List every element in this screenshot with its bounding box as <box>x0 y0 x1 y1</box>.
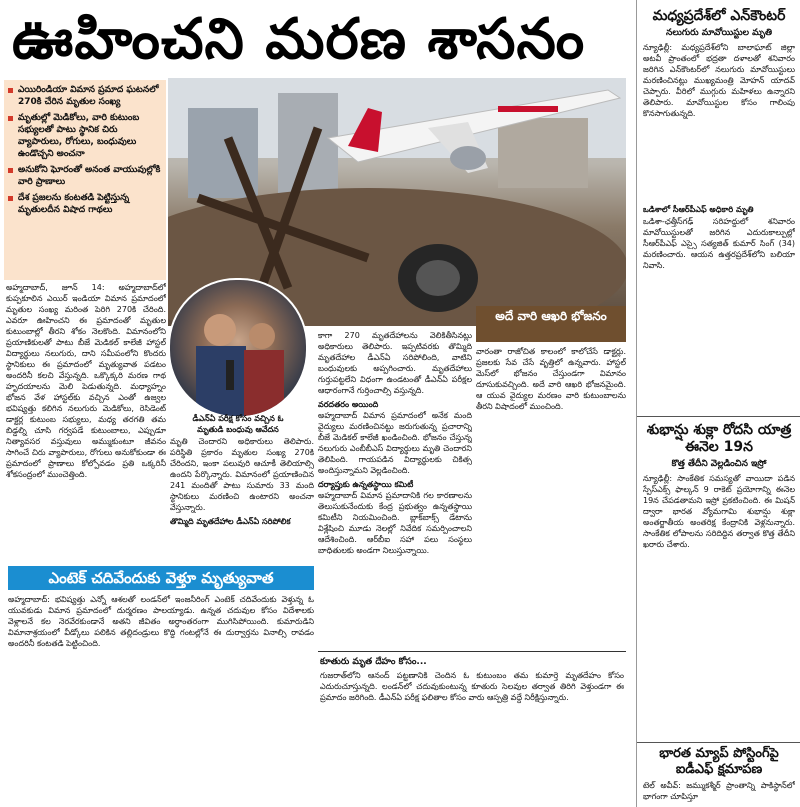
last-meal-box-title: అదే వారి ఆఖరి భోజనం <box>476 306 626 342</box>
idf-headline: భారత మ్యాప్‌ పోస్టింగ్‌పై ఐడీఎఫ్‌ క్షమాపణ <box>659 746 779 777</box>
right-divider-1 <box>637 416 800 417</box>
inset-photo-caption: డీఎన్‌ఏ పరీక్ష కోసం వచ్చిన ఓ మృతుడి బంధువు ఆవేదన <box>192 414 284 434</box>
mtech-story-text: అహ్మదాబాద్‌: భవిష్యత్తు ఎన్నో ఆశలతో లండన్‌లో ఇంజనీరింగ్‌ ఎంటెక్‌ చదివేందుకు వెళ్తున్న ఓ యువకుడు విమాన ప్రమాదంలో దుర్మరణం పాలయ్యాడు. ఉన్నత చదువుల కోసం విదేశాలకు వెళ్లాలనే కల నెరవేరకుండానే అతని జీవితం అర్ధాంతరంగా ముగిసిపోయింది. కుమారుడిని విమానాశ్రయంలో వీడ్కోలు పలికిన తల్లిదండ్రులు కొద్ది గంటల్లోనే ఈ దుర్వార్తను వినాల్సి రావడం అందరినీ కంటతడి పెట్టించింది. <box>8 595 314 648</box>
column-3-text-c: అహ్మదాబాద్‌ విమాన ప్రమాదానికి గల కారణాలను తెలుసుకునేందుకు కేంద్ర ప్రభుత్వం ఉన్నతస్థాయి కమిటీని నియమించింది. బ్లాక్‌బాక్స్‌ డేటాను విశ్లేషించి మూడు నెలల్లో నివేదిక సమర్పించాలని ఆదేశించింది. ఆర్‌బీఐ సహా పలు సంస్థలు బాధితులకు అండగా నిలుస్తున్నాయి. <box>318 491 472 555</box>
column-3-text-b: అహ్మదాబాద్‌ విమాన ప్రమాదంలో అనేక మంది వైద్యులు మరణించినట్టు జరుగుతున్న ప్రచారాన్ని బీజే మెడికల్‌ కాలేజీ ఖండించింది. భోజనం చేస్తున్న నలుగురు ఎంబీబీఎస్‌ విద్యార్థులు మృతి చెందారని తెలిపింది. గాయపడిన విద్యార్థులకు చికిత్స అందిస్తున్నామని వెల్లడించింది. <box>318 411 472 475</box>
dna-subheading: తొమ్మిది మృతదేహాల డీఎన్‌ఏ సరిపోలిక <box>170 517 291 526</box>
relative-photo-illustration <box>170 280 306 416</box>
section-divider <box>318 651 626 652</box>
highlight-item: అనుకోని ఘోరంతో అనంత వాయువుల్లోకి వారి ప్రాణాలు <box>8 164 162 188</box>
odisha-text: ఒడిశా-ఛత్తీస్‌గఢ్‌ సరిహద్దులో శనివారం మావోయిస్టులతో జరిగిన ఎదురుకాల్పుల్లో సీఆర్‌పీఎఫ్‌ ఎస్సై సత్యజిత్‌ కుమార్‌ సింగ్‌ (34) మరణించారు. ఆయన ఉత్తరప్రదేశ్‌లోని బలియా నివాసి. <box>643 217 795 270</box>
right-news-column <box>636 0 800 807</box>
highlight-item: ఎయిరిండియా విమాన ప్రమాద ఘటనలో 270కి చేరిన మృతుల సంఖ్య <box>8 84 162 108</box>
page-headline: ఊహించని మరణ శాసనం <box>12 7 586 72</box>
daughter-story-headline: కూతురు మృత దేహం కోసం... <box>320 657 427 667</box>
idf-story <box>643 746 795 802</box>
shukla-text: న్యూఢిల్లీ: సాంకేతిక సమస్యతో వాయిదా పడిన స్పేస్‌ఎక్స్‌ ఫాల్కన్‌ 9 రాకెట్‌ ప్రయోగాన్ని ఈనెల 19న చేపడతామని ఇస్రో ప్రకటించింది. ఈ మిషన్‌ ద్వారా భారత వ్యోమగామి శుభాన్షు శుక్లా అంతర్జాతీయ అంతరిక్ష కేంద్రానికి వెళ్లనున్నారు. సాంకేతిక లోపాలను సరిదిద్దిన తర్వాత కొత్త తేదీని ఖరారు చేశారు. <box>643 474 795 549</box>
shukla-story <box>643 422 795 721</box>
right-divider-2 <box>637 742 800 743</box>
main-article-column-1: అహ్మదాబాద్‌, జూన్‌ 14: అహ్మదాబాద్‌లో కుప్పకూలిన ఎయిర్‌ ఇండియా విమాన ప్రమాదంలో మృతుల సంఖ్య మరింత పెరిగి 270కి చేరింది. ఎవరూ ఊహించని ఈ ప్రమాదంతో మృతుల కుటుంబాల్లో తీరని శోకం నెలకొంది. విమానంలోని ప్రయాణికులతో పాటు బీజే మెడికల్‌ కాలేజీ హాస్టల్‌ విద్యార్థులు నలుగురు, దాని సమీపంలోని కొందరు స్థానికులు ఈ ప్రమాదంలో మృత్యువాత పడటం అందరినీ కలచి వేస్తున్నది. ఒక్కొక్కరి మరణ గాథ హృదయాలను మెలి పెడుతున్నది. మధ్యాహ్నం భోజన వేళ హాస్టల్‌కు వచ్చిన ఎంతో ఉజ్వల భవిష్యత్తు కలిగిన నలుగురు మెడికోలు, రెసిడెంట్‌ డాక్టర్ల కుటుంబ సభ్యులు, మధ్య తరగతి తమ బిడ్డల్ని చూసి గర్వపడే కుటుంబాలు, ఎప్పుడూ నిత్యావసర వస్తువులు అమ్ముకుంటూ జీవనం సాగించే చిరు వ్యాపారులు, రోగులు అనుకోకుండా ఈ ప్రమాదంలో ప్రాణాలు కోల్పోవడం ప్రతి ఒక్కరినీ శోకసంద్రంలో ముంచెత్తింది. <box>6 283 166 479</box>
hostel-subheading: వరదతరం అయింది <box>318 400 379 409</box>
mp-encounter-story <box>643 8 795 316</box>
daughter-story-text: గుజరాత్‌లోని ఆనంద్‌ పట్టణానికి చెందిన ఓ కుటుంబం తమ కుమార్తె మృతదేహం కోసం ఎదురుచూస్తున్నది. లండన్‌లో చదువుకుంటున్న కూతురు సెలవుల తర్వాత తిరిగి వెళ్తుండగా ఈ ప్రమాదం జరిగింది. డీఎన్‌ఏ పరీక్ష ఫలితాల కోసం వారు ఆస్పత్రి వద్దే నిరీక్షిస్తున్నారు. <box>320 671 624 702</box>
shukla-headline: శుభాన్షు శుక్లా రోదసి యాత్ర ఈనెల 19న <box>646 422 792 455</box>
idf-text: టెల్‌ అవీవ్‌: జమ్ముకశ్మీర్‌ ప్రాంతాన్ని పాకిస్థాన్‌లో భాగంగా చూపిస్తూ <box>643 781 795 801</box>
highlights-box <box>4 80 166 280</box>
odisha-subheading: ఒడిశాలో సీఆర్‌పీఎఫ్‌ అధికారి మృతి <box>643 205 754 214</box>
mtech-story-headline: ఎంటెక్‌ చదివేందుకు వెళ్తూ మృత్యువాత <box>8 566 314 590</box>
mp-encounter-text: న్యూఢిల్లీ: మధ్యప్రదేశ్‌లోని బాలాఘాట్‌ జిల్లా అటవీ ప్రాంతంలో భద్రతా దళాలతో శనివారం జరిగిన ఎన్‌కౌంటర్‌లో నలుగురు మావోయిస్టులు మరణించినట్లు ముఖ్యమంత్రి మోహన్‌ యాదవ్‌ చెప్పారు. వీరిలో ముగ్గురు మహిళలు ఉన్నారని తెలిపారు. మావోయిస్టుల కోసం గాలింపు కొనసాగుతున్నది. <box>643 43 795 118</box>
highlight-item: మృతుల్లో మెడికోలు, వారి కుటుంబ సభ్యులతో పాటు స్థానిక చిరు వ్యాపారులు, రోగులు, బంధువులు ఉండొచ్చని అంచనా <box>8 112 162 160</box>
main-article-column-2 <box>170 436 314 562</box>
highlight-item: దేశ ప్రజలను కంటతడి పెట్టిస్తున్న మృతులదీన విషాద గాథలు <box>8 192 162 216</box>
last-meal-box-text: వారంతా రాజోచిత కాలంలో కాలోచేసే డాక్టర్లు. ప్రజలకు సేవ చేసే వృత్తిలో ఉన్నవారు. హాస్టల్‌ మెస్‌లో భోజనం చేస్తుండగా విమానం దూసుకువచ్చింది. అదే వారి ఆఖరి భోజనమైంది. ఆ యువ వైద్యుల మరణం వారి కుటుంబాలను తీరని విషాదంలో ముంచింది. <box>476 347 626 411</box>
committee-subheading: దర్యాప్తుకు ఉన్నతస్థాయి కమిటీ <box>318 480 414 489</box>
mp-encounter-headline: మధ్యప్రదేశ్‌లో ఎన్‌కౌంటర్‌ <box>652 8 786 24</box>
relative-inset-photo <box>168 278 308 418</box>
main-article-column-3 <box>318 330 472 648</box>
column-2-text: మృతి చెందారని అధికారులు తెలిపారు. పరిస్థితి ప్రకారం మృతుల సంఖ్య 270కి చేరిందని, ఇంకా పలువురి ఆచూకీ తెలియాల్సి ఉందని పేర్కొన్నారు. విమానంలో ప్రయాణించిన 241 మందితో పాటు సుమారు 33 మంది స్థానికులు మరణించి ఉంటారని అంచనా వేస్తున్నారు. <box>170 437 314 512</box>
shukla-subheading: కొత్త తేదీని వెల్లడించిన ఇస్రో <box>671 459 767 469</box>
mp-encounter-subheading: నలుగురు మావోయిస్టుల మృతి <box>666 28 772 38</box>
column-3-text: కాగా 270 మృతదేహాలను వెలికితీసినట్లు అధికారులు తెలిపారు. ఇప్పటివరకు తొమ్మిది మృతదేహాల డీఎన్‌ఏ సరిపోలింది, వాటిని బంధువులకు అప్పగించారు. మృతదేహాలు గుర్తుపట్టలేని విధంగా ఉండటంతో డీఎన్‌ఏ పరీక్షల ఆధారంగానే గుర్తించాల్సి వస్తున్నది. <box>318 331 472 395</box>
